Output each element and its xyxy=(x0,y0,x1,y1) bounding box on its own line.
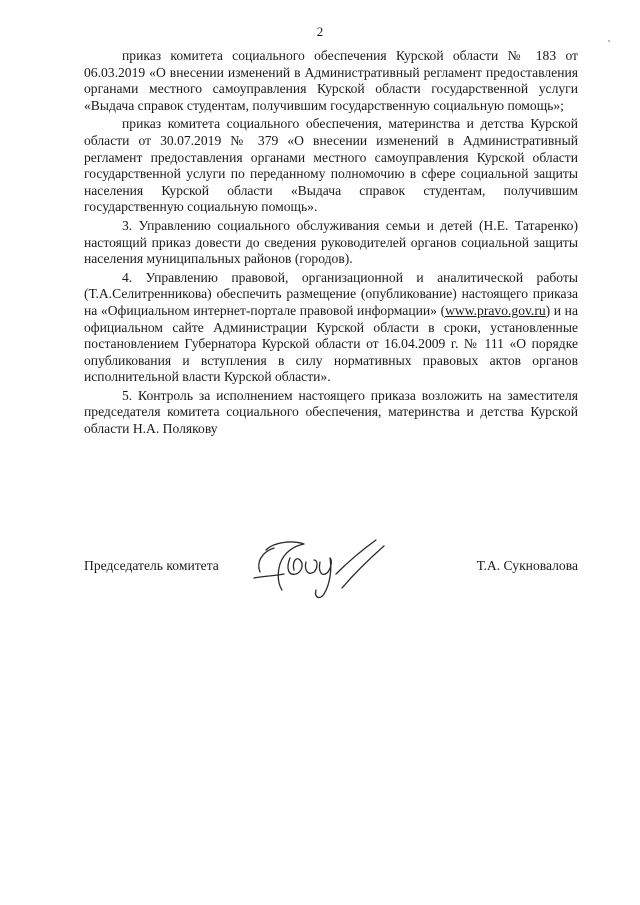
paragraph-item-3: 3. Управлению социального обслуживания семьи и детей (Н.Е. Татаренко) настоящий приказ довести до сведения руководителей органов социальной защиты населения муниципальных районов (городов). xyxy=(84,217,578,267)
page-number: 2 xyxy=(316,24,324,39)
paragraph-item-4-text-start: 4. Управлению правовой, организационной и аналитической работы (Т.А.Селитренникова) обеспечить размещение (опубликование) настоящего приказа на «Официальном интернет-портале правовой информации» ( xyxy=(84,269,578,318)
signature-block xyxy=(84,532,578,612)
paragraph-order-183: приказ комитета социального обеспечения Курской области № 183 от 06.03.2019 «О внесении изменений в Административный регламент предоставления органами местного самоуправления Курской области государственной услуги «Выдача справок студентам, получившим государственную социальную помощь»; xyxy=(84,48,578,113)
scan-speck xyxy=(608,40,610,42)
paragraph-order-379: приказ комитета социального обеспечения, материнства и детства Курской области от 30.07.2019 № 379 «О внесении изменений в Административный регламент предоставления органами местного самоуправления Курской области государственной услуги по переданному полномочию в сфере социальной защиты населения Курской области «Выдача справок студентам, получившим государственную социальную помощь». xyxy=(84,116,578,215)
handwritten-signature-icon xyxy=(244,532,404,602)
signer-name: Т.А. Сукновалова xyxy=(476,558,578,573)
paragraph-item-5: 5. Контроль за исполнением настоящего приказа возложить на заместителя председателя комитета социального обеспечения, материнства и детства Курской области Н.А. Полякову xyxy=(84,387,578,437)
pravo-gov-link[interactable]: www.pravo.gov.ru xyxy=(445,302,546,318)
signer-position: Председатель комитета xyxy=(84,558,219,573)
document-body xyxy=(84,48,578,440)
paragraph-item-4-text-end: ) и на официальном сайте Администрации Курской области в сроки, установленные постановлением Губернатора Курской области от 16.04.2009 г. № 111 «О порядке опубликования и вступления в силу нормативных правовых актов органов исполнительной власти Курской области». xyxy=(84,302,578,385)
paragraph-item-4 xyxy=(84,270,578,386)
